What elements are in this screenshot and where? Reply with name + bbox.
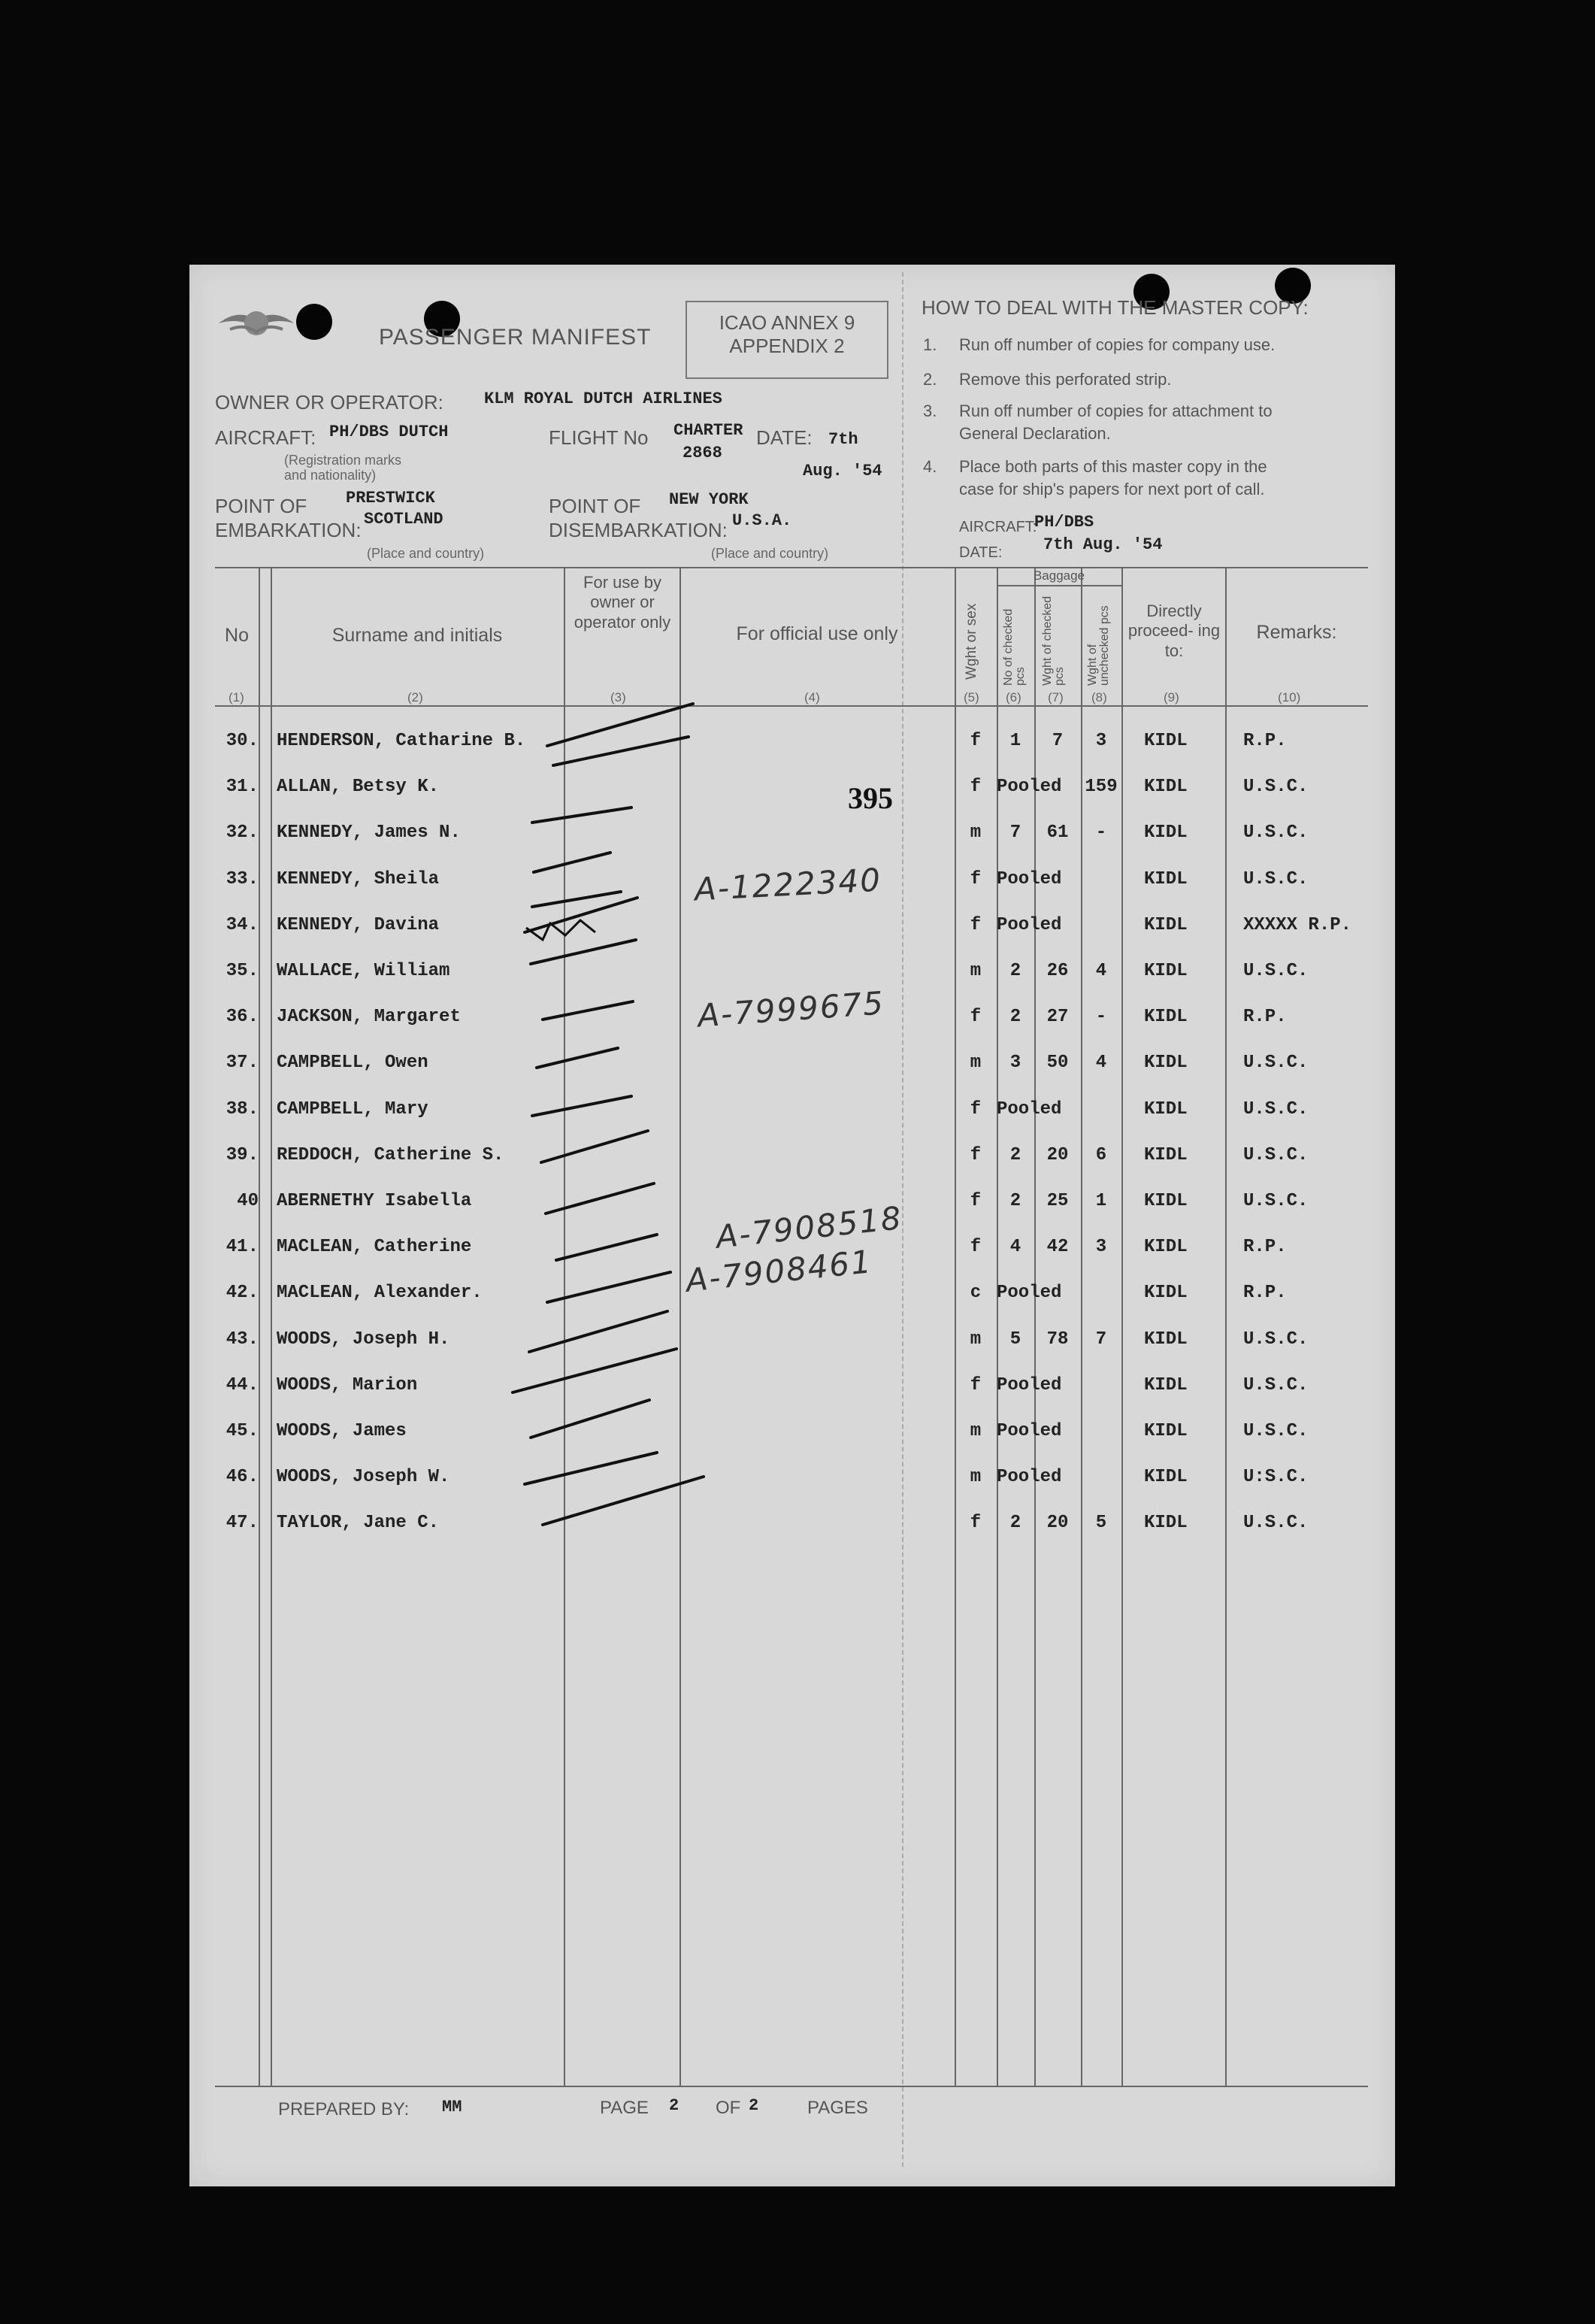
colnum: (4): [804, 690, 820, 704]
disembark-label2: DISEMBARKATION:: [549, 519, 728, 541]
remarks: U.S.C.: [1243, 1513, 1309, 1534]
aircraft-value: PH/DBS DUTCH: [329, 423, 449, 441]
baggage-pieces: Pooled: [997, 1374, 1062, 1395]
baggage-pieces: Pooled: [997, 868, 1062, 889]
passenger-name: WOODS, James: [277, 1421, 407, 1441]
header-wght-checked: Wght of checked pcs: [1041, 595, 1066, 686]
row-number: 46.: [225, 1467, 259, 1488]
instruction-num: 2.: [923, 370, 937, 389]
flight-value2: 2868: [682, 444, 722, 462]
flight-value1: CHARTER: [673, 421, 743, 440]
colnum: (9): [1164, 690, 1179, 704]
passenger-sex: m: [970, 1053, 982, 1074]
passenger-sex: m: [970, 961, 982, 981]
disembark-label1: POINT OF: [549, 495, 641, 517]
pen-stroke: [546, 1183, 654, 1214]
embark-sub: (Place and country): [367, 546, 485, 561]
baggage-unchecked: 159: [1085, 777, 1118, 798]
destination: KIDL: [1144, 1007, 1188, 1028]
remarks: U.S.C.: [1243, 777, 1309, 798]
disembark-value2: U.S.A.: [732, 511, 792, 530]
destination: KIDL: [1144, 823, 1188, 844]
pen-strokes: [189, 265, 1395, 2186]
remarks: U.S.C.: [1243, 1098, 1309, 1120]
pen-stroke: [531, 940, 636, 964]
baggage-unchecked: 7: [1095, 1329, 1107, 1350]
remarks: U.S.C.: [1243, 1421, 1309, 1441]
remarks: U.S.C.: [1243, 1144, 1309, 1165]
baggage-unchecked: -: [1095, 1007, 1107, 1028]
header-wght-unchecked: Wght of unchecked pcs: [1086, 605, 1111, 686]
baggage-unchecked: -: [1095, 823, 1107, 844]
pen-stroke: [532, 892, 621, 907]
passenger-name: WALLACE, William: [277, 961, 450, 981]
header-sex: Wght or sex: [964, 603, 979, 680]
baggage-pieces: Pooled: [997, 1467, 1062, 1488]
passenger-sex: f: [970, 1007, 982, 1028]
page-label: PAGE: [600, 2098, 649, 2118]
passenger-name: CAMPBELL, Owen: [277, 1053, 428, 1074]
row-number: 35.: [225, 961, 259, 981]
baggage-unchecked: 3: [1095, 731, 1107, 751]
embark-label2: EMBARKATION:: [215, 519, 362, 541]
pen-stroke: [513, 1349, 676, 1392]
remarks: U.S.C.: [1243, 961, 1309, 981]
aircraft-sub1: (Registration marks: [284, 453, 402, 468]
baggage-pieces: 5: [1009, 1329, 1021, 1350]
pen-stroke: [553, 737, 689, 765]
baggage-unchecked: 4: [1095, 1053, 1107, 1074]
passenger-name: WOODS, Joseph W.: [277, 1467, 450, 1488]
destination: KIDL: [1144, 1053, 1188, 1074]
baggage-pieces: 2: [1009, 1191, 1021, 1211]
passenger-sex: f: [970, 1513, 982, 1534]
header-pcs: No of checked pcs: [1002, 608, 1027, 686]
row-number: 44.: [225, 1374, 259, 1395]
colnum: (10): [1278, 690, 1301, 704]
baggage-unchecked: 6: [1095, 1144, 1107, 1165]
passenger-sex: m: [970, 1421, 982, 1441]
passenger-sex: f: [970, 1374, 982, 1395]
remarks: U.S.C.: [1243, 1374, 1309, 1395]
flight-label: FLIGHT No: [549, 426, 649, 449]
passenger-name: CAMPBELL, Mary: [277, 1098, 428, 1120]
baggage-weight: 78: [1046, 1329, 1069, 1350]
baggage-unchecked: 3: [1095, 1237, 1107, 1258]
passenger-sex: c: [970, 1283, 982, 1304]
instruction-num: 1.: [923, 335, 937, 354]
destination: KIDL: [1144, 1283, 1188, 1304]
handwritten-alien-number: A-7999675: [696, 984, 886, 1035]
passenger-sex: f: [970, 1098, 982, 1120]
baggage-weight: 26: [1046, 961, 1069, 981]
icao-appendix: APPENDIX 2: [729, 335, 845, 357]
instructions-title: HOW TO DEAL WITH THE MASTER COPY:: [922, 296, 1309, 319]
row-number: 39.: [225, 1144, 259, 1165]
baggage-weight: 20: [1046, 1513, 1069, 1534]
instr-aircraft-value: PH/DBS: [1034, 513, 1094, 532]
passenger-sex: f: [970, 1191, 982, 1211]
instruction-text: General Declaration.: [959, 424, 1111, 443]
baggage-unchecked: 1: [1095, 1191, 1107, 1211]
row-number: 34.: [225, 914, 259, 935]
destination: KIDL: [1144, 731, 1188, 751]
instruction-text: Place both parts of this master copy in the: [959, 457, 1267, 476]
passenger-name: HENDERSON, Catharine B.: [277, 731, 526, 751]
row-number: 47.: [225, 1513, 259, 1534]
passenger-sex: m: [970, 1329, 982, 1350]
destination: KIDL: [1144, 1329, 1188, 1350]
instr-date-label: DATE:: [959, 544, 1003, 561]
passenger-sex: f: [970, 777, 982, 798]
colnum: (1): [229, 690, 244, 704]
passenger-name: WOODS, Marion: [277, 1374, 418, 1395]
remarks: R.P.: [1243, 1007, 1287, 1028]
pen-stroke: [529, 1311, 667, 1352]
passenger-sex: f: [970, 868, 982, 889]
passenger-sex: f: [970, 731, 982, 751]
pen-stroke: [531, 1400, 649, 1438]
passenger-name: REDDOCH, Catherine S.: [277, 1144, 504, 1165]
baggage-pieces: Pooled: [997, 1283, 1062, 1304]
passenger-name: ALLAN, Betsy K.: [277, 777, 440, 798]
passenger-name: TAYLOR, Jane C.: [277, 1513, 440, 1534]
baggage-pieces: Pooled: [997, 1421, 1062, 1441]
baggage-pieces: Pooled: [997, 1098, 1062, 1120]
remarks: U.S.C.: [1243, 1191, 1309, 1211]
instruction-num: 3.: [923, 401, 937, 420]
passenger-sex: f: [970, 1237, 982, 1258]
row-number: 36.: [225, 1007, 259, 1028]
remarks: R.P.: [1243, 731, 1287, 751]
handwritten-alien-number: A-7908461: [684, 1243, 874, 1299]
row-number: 42.: [225, 1283, 259, 1304]
baggage-unchecked: 5: [1095, 1513, 1107, 1534]
pen-stroke: [541, 1131, 648, 1162]
date-label: DATE:: [756, 426, 813, 449]
instruction-text: Run off number of copies for company use.: [959, 335, 1276, 354]
remarks: U.S.C.: [1243, 1329, 1309, 1350]
pen-stroke: [525, 1453, 657, 1484]
prepared-label: PREPARED BY:: [278, 2099, 410, 2119]
embark-value1: PRESTWICK: [346, 489, 435, 508]
pen-stroke: [532, 1096, 631, 1116]
owner-label: OWNER OR OPERATOR:: [215, 391, 443, 414]
header-no: No: [225, 625, 249, 646]
disembark-value1: NEW YORK: [669, 490, 749, 509]
instruction-text: Remove this perforated strip.: [959, 370, 1172, 389]
pen-stroke: [543, 1477, 704, 1525]
remarks: U.S.C.: [1243, 1053, 1309, 1074]
remarks: U:S.C.: [1243, 1467, 1309, 1488]
passenger-name: JACKSON, Margaret: [277, 1007, 461, 1028]
passenger-name: KENNEDY, James N.: [277, 823, 461, 844]
destination: KIDL: [1144, 914, 1188, 935]
date-value2: Aug. '54: [803, 462, 882, 480]
destination: KIDL: [1144, 961, 1188, 981]
pen-stroke: [537, 1048, 618, 1068]
baggage-weight: 20: [1046, 1144, 1069, 1165]
row-number: 41.: [225, 1237, 259, 1258]
passenger-sex: m: [970, 823, 982, 844]
remarks: U.S.C.: [1243, 868, 1309, 889]
baggage-weight: 42: [1046, 1237, 1069, 1258]
passenger-name: KENNEDY, Sheila: [277, 868, 440, 889]
instruction-text: Run off number of copies for attachment to: [959, 401, 1273, 420]
baggage-pieces: 2: [1009, 1007, 1021, 1028]
embark-value2: SCOTLAND: [364, 510, 443, 529]
header-baggage: Baggage: [1033, 568, 1085, 583]
remarks: R.P.: [1243, 1237, 1287, 1258]
manifest-page: [189, 265, 1395, 2186]
passenger-name: MACLEAN, Catherine: [277, 1237, 472, 1258]
baggage-weight: 27: [1046, 1007, 1069, 1028]
passenger-sex: f: [970, 914, 982, 935]
colnum: (5): [964, 690, 979, 704]
prepared-value: MM: [442, 2098, 462, 2116]
pen-stroke: [543, 1001, 633, 1020]
header-remarks: Remarks:: [1256, 622, 1337, 643]
colnum: (2): [407, 690, 423, 704]
destination: KIDL: [1144, 777, 1188, 798]
row-number: 33.: [225, 868, 259, 889]
row-number: 40: [237, 1191, 259, 1211]
row-number: 38.: [225, 1098, 259, 1120]
colnum: (8): [1091, 690, 1107, 704]
row-number: 30.: [225, 731, 259, 751]
passenger-name: WOODS, Joseph H.: [277, 1329, 450, 1350]
instruction-text: case for ship's papers for next port of call.: [959, 480, 1265, 498]
stamp-number: 395: [848, 781, 893, 815]
row-number: 32.: [225, 823, 259, 844]
page-value: 2: [669, 2096, 679, 2115]
baggage-pieces: 2: [1009, 1144, 1021, 1165]
destination: KIDL: [1144, 1098, 1188, 1120]
destination: KIDL: [1144, 868, 1188, 889]
instr-aircraft-label: AIRCRAFT:: [959, 519, 1037, 535]
baggage-pieces: 2: [1009, 961, 1021, 981]
passenger-name: MACLEAN, Alexander.: [277, 1283, 483, 1304]
instr-date-value: 7th Aug. '54: [1043, 535, 1163, 554]
row-number: 31.: [225, 777, 259, 798]
destination: KIDL: [1144, 1191, 1188, 1211]
pen-stroke: [534, 853, 610, 872]
pen-stroke: [532, 807, 631, 823]
colnum: (3): [610, 690, 626, 704]
baggage-weight: 25: [1046, 1191, 1069, 1211]
baggage-pieces: Pooled: [997, 777, 1062, 798]
row-number: 37.: [225, 1053, 259, 1074]
pen-stroke: [525, 898, 637, 932]
destination: KIDL: [1144, 1374, 1188, 1395]
form-title: PASSENGER MANIFEST: [379, 325, 652, 350]
instruction-num: 4.: [923, 457, 937, 476]
destination: KIDL: [1144, 1237, 1188, 1258]
passenger-sex: f: [970, 1144, 982, 1165]
remarks: XXXXX R.P.: [1243, 914, 1352, 935]
disembark-sub: (Place and country): [711, 546, 829, 561]
passenger-name: ABERNETHY Isabella: [277, 1191, 472, 1211]
destination: KIDL: [1144, 1144, 1188, 1165]
owner-value: KLM ROYAL DUTCH AIRLINES: [484, 389, 722, 408]
aircraft-sub2: and nationality): [284, 468, 377, 483]
aircraft-label: AIRCRAFT:: [215, 426, 316, 449]
passenger-name: KENNEDY, Davina: [277, 914, 440, 935]
colnum: (7): [1048, 690, 1064, 704]
remarks: R.P.: [1243, 1283, 1287, 1304]
handwritten-alien-number: A-7908518: [714, 1199, 904, 1256]
pen-stroke: [547, 1272, 670, 1302]
row-number: 45.: [225, 1421, 259, 1441]
date-value1: 7th: [828, 430, 858, 449]
destination: KIDL: [1144, 1467, 1188, 1488]
header-name: Surname and initials: [331, 625, 503, 646]
header-owner-use: For use by owner or operator only: [574, 573, 671, 632]
baggage-weight: 61: [1046, 823, 1069, 844]
baggage-pieces: 7: [1009, 823, 1021, 844]
passenger-sex: m: [970, 1467, 982, 1488]
header-directly: Directly proceed- ing to:: [1127, 601, 1221, 660]
of-label: OF: [716, 2098, 741, 2118]
embark-label1: POINT OF: [215, 495, 307, 517]
baggage-pieces: 1: [1009, 731, 1021, 751]
destination: KIDL: [1144, 1513, 1188, 1534]
of-value: 2: [749, 2096, 759, 2115]
pages-label: PAGES: [807, 2098, 868, 2118]
header-official: For official use only: [736, 623, 898, 644]
colnum: (6): [1006, 690, 1021, 704]
row-number: 43.: [225, 1329, 259, 1350]
baggage-pieces: 3: [1009, 1053, 1021, 1074]
pen-stroke: [556, 1235, 657, 1260]
baggage-pieces: 2: [1009, 1513, 1021, 1534]
baggage-unchecked: 4: [1095, 961, 1107, 981]
icao-annex: ICAO ANNEX 9: [719, 311, 855, 334]
baggage-pieces: Pooled: [997, 914, 1062, 935]
baggage-pieces: 4: [1009, 1237, 1021, 1258]
remarks: U.S.C.: [1243, 823, 1309, 844]
destination: KIDL: [1144, 1421, 1188, 1441]
handwritten-alien-number: A-1222340: [693, 861, 883, 908]
baggage-weight: 7: [1052, 731, 1064, 751]
baggage-weight: 50: [1046, 1053, 1069, 1074]
